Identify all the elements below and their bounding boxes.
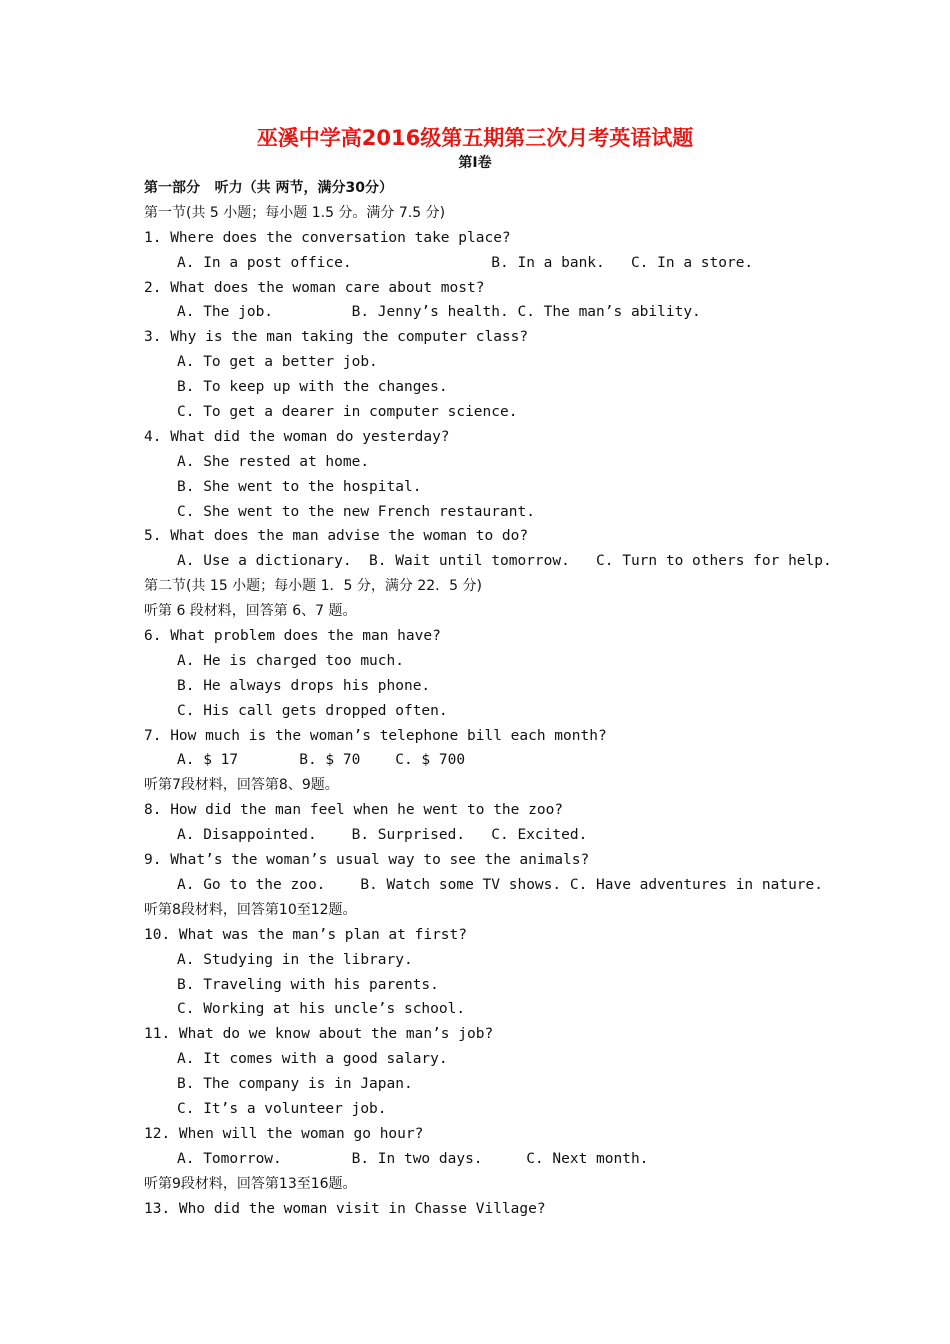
question-options: A. Tomorrow. B. In two days. C. Next month. xyxy=(177,1150,649,1167)
question-option: C. To get a dearer in computer science. xyxy=(177,404,518,421)
question-option: B. The company is in Japan. xyxy=(177,1076,413,1093)
question-option: B. She went to the hospital. xyxy=(177,478,422,495)
question-option: A. He is charged too much. xyxy=(177,652,404,669)
question-options: A. Disappointed. B. Surprised. C. Excited. xyxy=(177,827,588,844)
question-option: B. He always drops his phone. xyxy=(177,677,431,694)
question: 11. What do we know about the man’s job? xyxy=(144,1026,494,1043)
question-options: A. Go to the zoo. B. Watch some TV shows. C. Have adventures in nature. xyxy=(177,876,824,893)
question-option: B. Traveling with his parents. xyxy=(177,976,439,993)
question-options: A. Use a dictionary. B. Wait until tomorrow. C. Turn to others for help. xyxy=(177,553,832,570)
question: 8. How did the man feel when he went to the zoo? xyxy=(144,802,564,819)
question-option: A. She rested at home. xyxy=(177,453,370,470)
section-heading: 第二节(共 15 小题；每小题 1．5 分，满分 22．5 分) xyxy=(144,578,482,595)
question: 13. Who did the woman visit in Chasse Village? xyxy=(144,1200,546,1217)
material-instruction: 听第8段材料，回答第10至12题。 xyxy=(144,901,357,918)
question-option: C. Working at his uncle’s school. xyxy=(177,1001,466,1018)
exam-title: 巫溪中学高2016级第五期第三次月考英语试题 xyxy=(256,126,694,150)
question-option: B. To keep up with the changes. xyxy=(177,379,448,396)
question-option: C. She went to the new French restaurant. xyxy=(177,503,535,520)
part-heading: 第一部分 听力（共 两节，满分30分） xyxy=(144,180,393,196)
section-heading: 第一节(共 5 小题；每小题 1.5 分。满分 7.5 分) xyxy=(144,204,446,221)
volume-heading: 第I卷 xyxy=(458,155,492,171)
question: 4. What did the woman do yesterday? xyxy=(144,428,450,445)
exam-body xyxy=(144,176,864,1221)
question: 3. Why is the man taking the computer class? xyxy=(144,329,529,346)
question-option: C. His call gets dropped often. xyxy=(177,702,448,719)
question: 1. Where does the conversation take place? xyxy=(144,229,511,246)
question: 7. How much is the woman’s telephone bill each month? xyxy=(144,727,607,744)
question: 9. What’s the woman’s usual way to see the animals? xyxy=(144,852,590,869)
question-options: A. In a post office. B. In a bank. C. In a store. xyxy=(177,254,754,271)
question: 12. When will the woman go hour? xyxy=(144,1125,424,1142)
question: 10. What was the man’s plan at first? xyxy=(144,926,468,943)
question-option: A. To get a better job. xyxy=(177,354,378,371)
material-instruction: 听第7段材料，回答第8、9题。 xyxy=(144,777,339,794)
question: 5. What does the man advise the woman to do? xyxy=(144,528,529,545)
question: 6. What problem does the man have? xyxy=(144,628,441,645)
material-instruction: 听第9段材料，回答第13至16题。 xyxy=(144,1175,357,1192)
question-options: A. $ 17 B. $ 70 C. $ 700 xyxy=(177,752,466,769)
question-options: A. The job. B. Jenny’s health. C. The man’s ability. xyxy=(177,304,701,321)
question: 2. What does the woman care about most? xyxy=(144,279,485,296)
question-option: C. It’s a volunteer job. xyxy=(177,1100,387,1117)
question-option: A. Studying in the library. xyxy=(177,951,413,968)
question-option: A. It comes with a good salary. xyxy=(177,1051,448,1068)
material-instruction: 听第 6 段材料，回答第 6、7 题。 xyxy=(144,603,357,620)
